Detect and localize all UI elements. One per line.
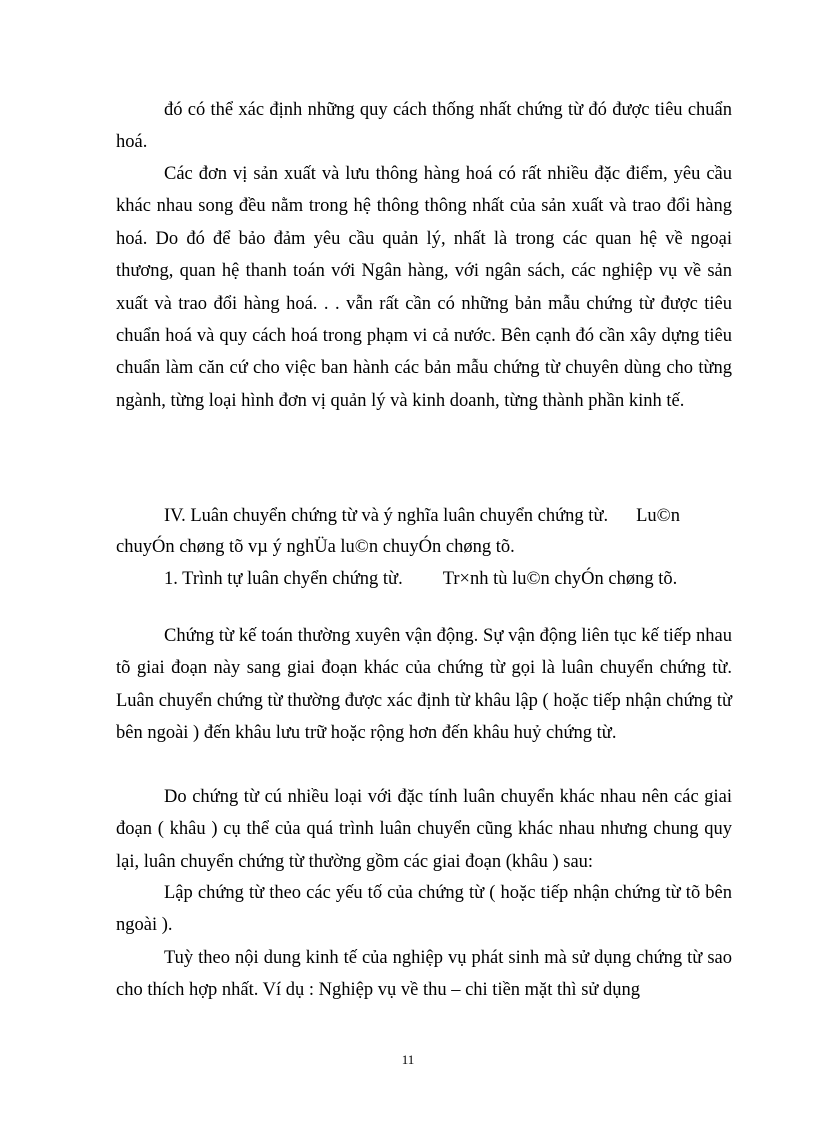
subsection-heading — [164, 563, 677, 595]
paragraph-standardization: Các đơn vị sản xuất và lưu thông hàng hoá có rất nhiều đặc điểm, yêu cầu khác nhau song đều nằm trong hệ thông thông nhất của sản xuất và trao đổi hàng hoá. Do đó để bảo đảm yêu cầu quản lý, nhất là trong các quan hệ về ngoại thương, quan hệ thanh toán với Ngân hàng, với ngân sách, các nghiệp vụ về sản xuất và trao đổi hàng hoá. . . vẫn rất cần có những bản mẫu chứng từ được tiêu chuẩn hoá và quy cách hoá trong phạm vi cả nước. Bên cạnh đó cần xây dựng tiêu chuẩn làm căn cứ cho việc ban hành các bản mẫu chứng từ chuyên dùng cho từng ngành, từng loại hình đơn vị quản lý và kinh doanh, từng thành phần kinh tế. — [116, 164, 732, 411]
paragraph-create-documents: Lập chứng từ theo các yếu tố của chứng từ ( hoặc tiếp nhận chứng từ tõ bên ngoài ). — [116, 883, 732, 936]
section-heading-line2: chuyÓn chøng tõ vµ ý nghÜa lu©n chuyÓn chøng tõ. — [116, 537, 515, 557]
section-heading-main: IV. Luân chuyển chứng từ và ý nghĩa luân chuyển chứng từ. — [164, 506, 609, 526]
paragraph-continuation: đó có thể xác định những quy cách thống nhất chứng từ đó được tiêu chuẩn hoá. — [116, 100, 732, 153]
subsection-heading-garbled: Tr×nh tù lu©n chyÓn chøng tõ. — [442, 569, 678, 589]
paragraph-document-circulation: Chứng từ kế toán thường xuyên vận động. Sự vận động liên tục kế tiếp nhau tõ giai đoạn này sang giai đoạn khác của chứng từ gọi là luân chuyển chứng từ. Luân chuyển chứng từ thường được xác định từ khâu lập ( hoặc tiếp nhận chứng từ bên ngoài ) đến khâu lưu trữ hoặc rộng hơn đến khâu huỷ chứng từ. — [116, 626, 732, 744]
subsection-heading-main: 1. Trình tự luân chyển chứng từ. — [164, 569, 403, 589]
section-heading-line1 — [164, 500, 680, 532]
section-heading-garbled: Lu©n — [636, 506, 680, 526]
page-number: 11 — [401, 1052, 415, 1067]
paragraph-circulation-stages: Do chứng từ cú nhiều loại với đặc tính luân chuyển khác nhau nên các giai đoạn ( khâu ) cụ thể của quá trình luân chuyển cũng khác nhau nhưng chung quy lại, luân chuyển chứng từ thường gồm các giai đoạn (khâu ) sau: — [116, 787, 732, 872]
paragraph-usage-example: Tuỳ theo nội dung kinh tế của nghiệp vụ phát sinh mà sử dụng chứng từ sao cho thích hợp nhất. Ví dụ : Nghiệp vụ về thu – chi tiền mặt thì sử dụng — [116, 948, 732, 1001]
